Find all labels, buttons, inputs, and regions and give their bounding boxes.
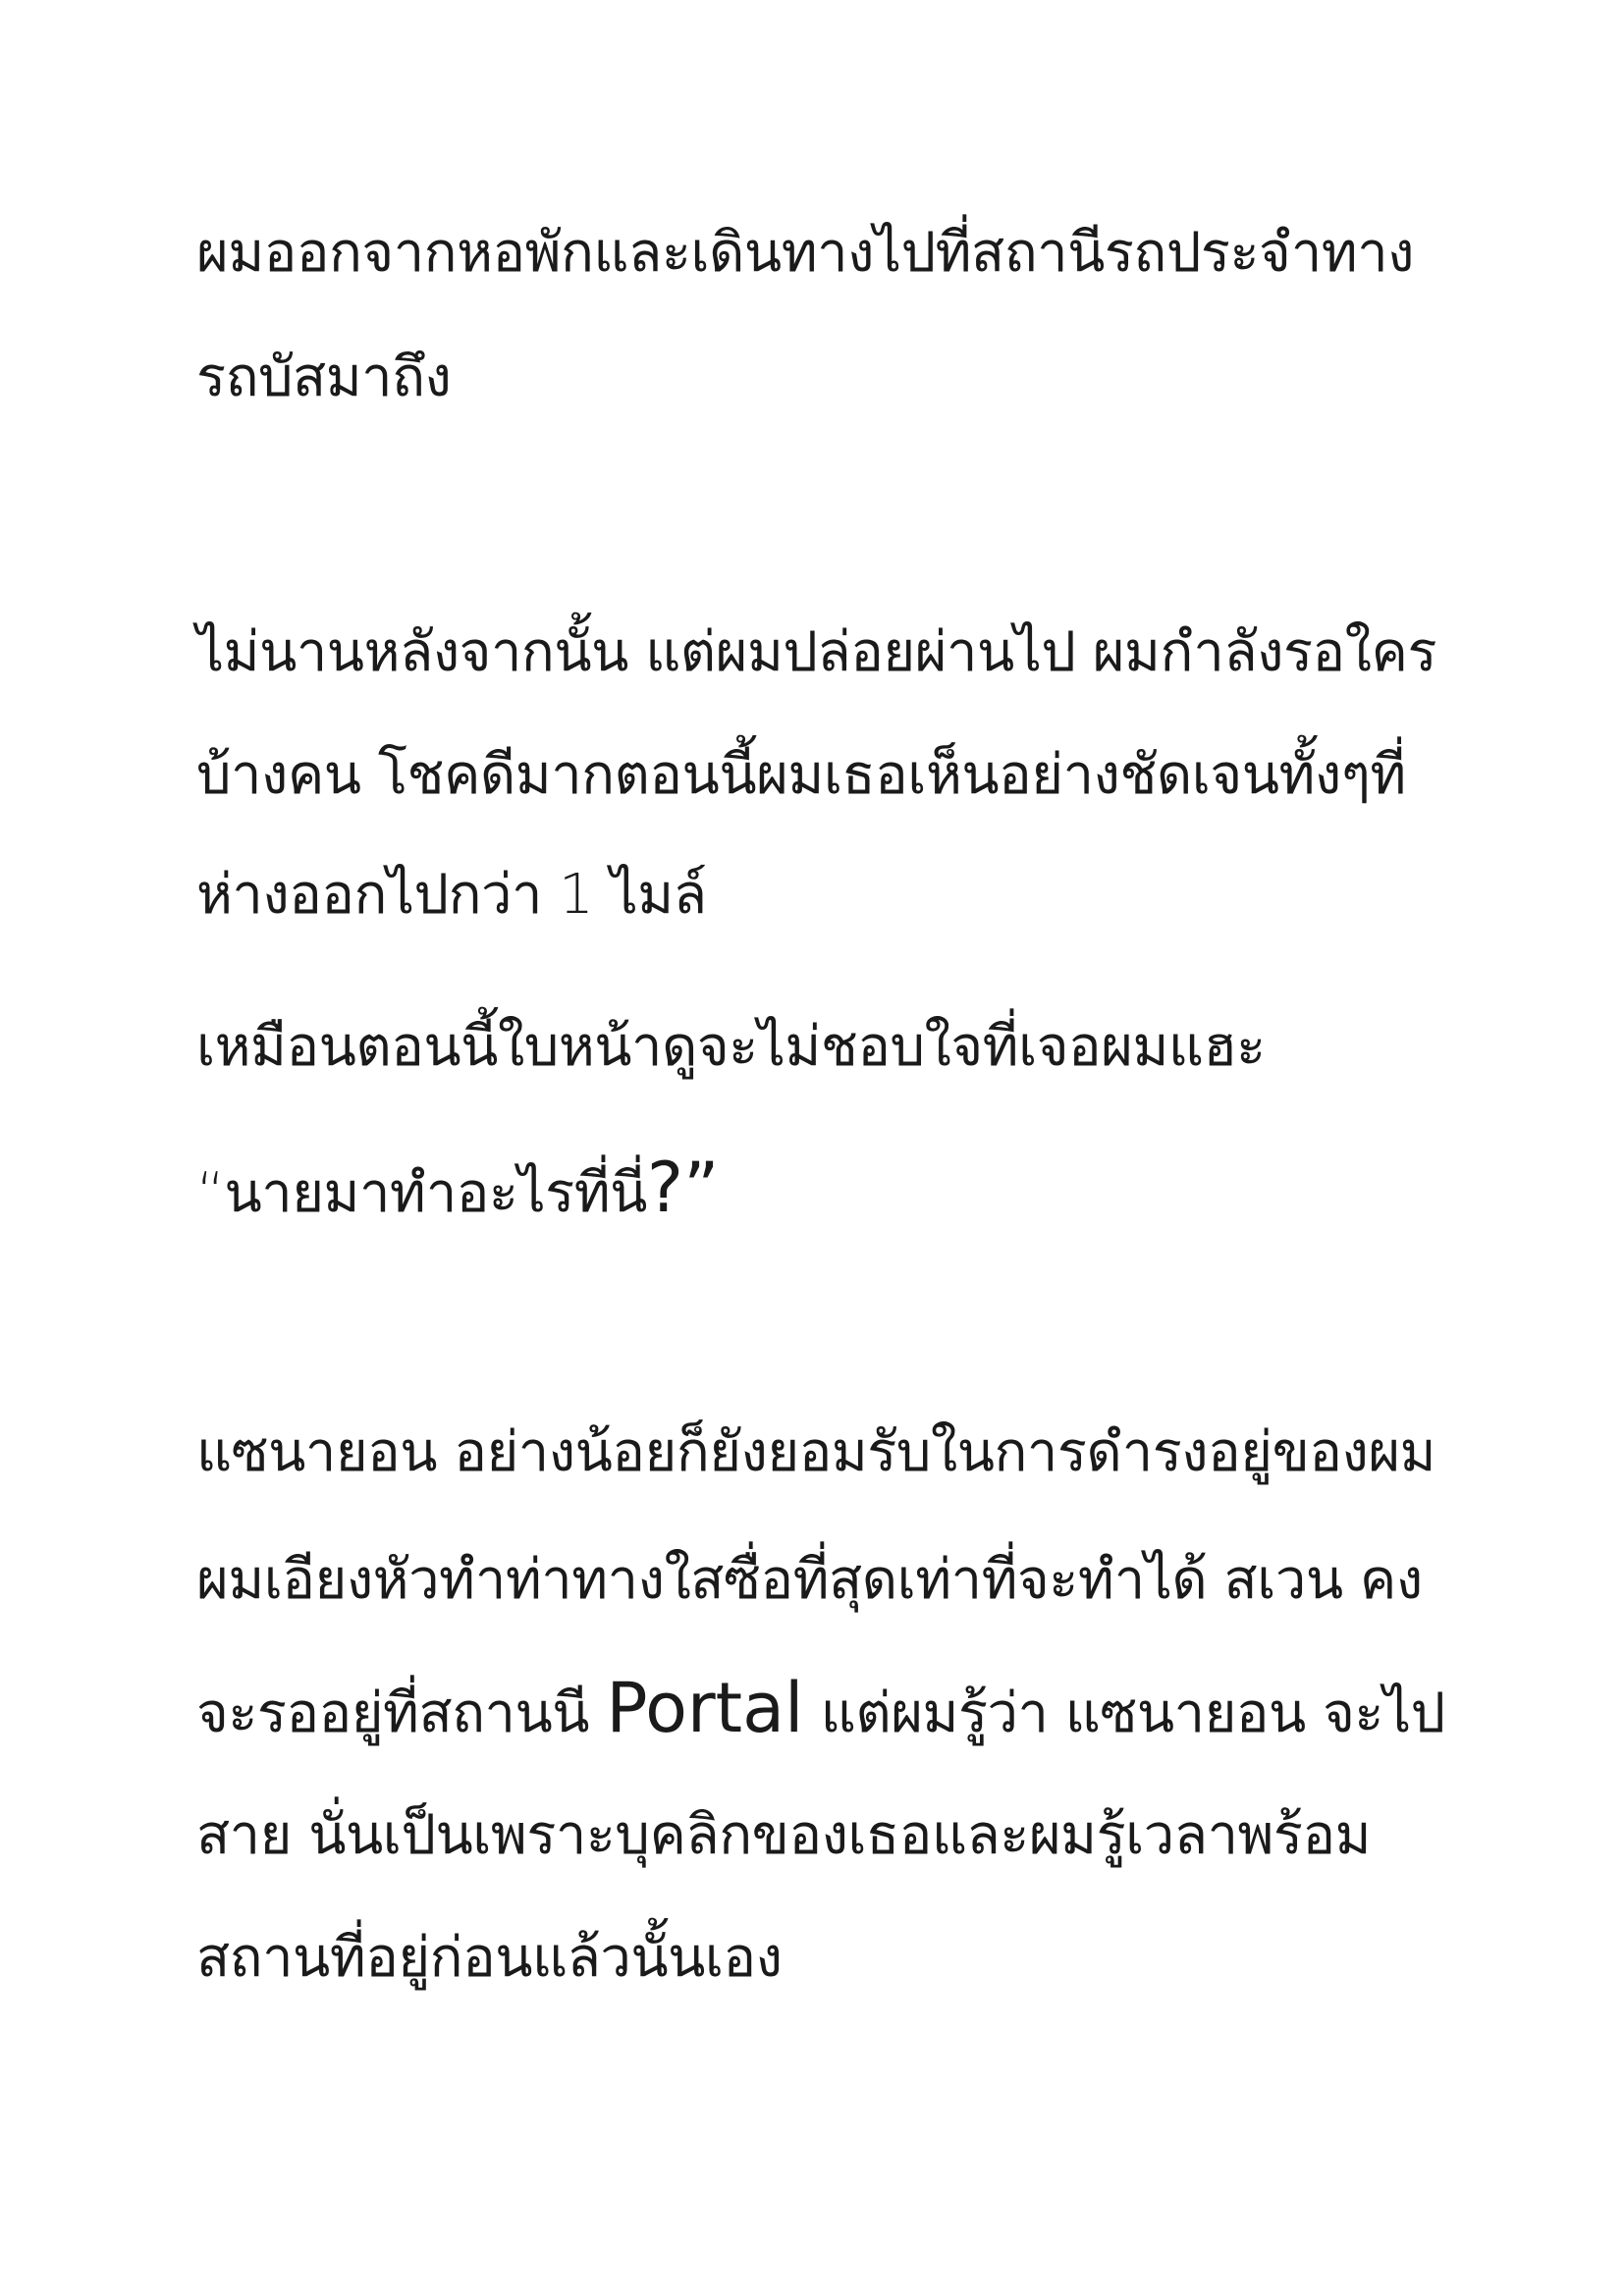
paragraph-3-line-3 (196, 1659, 1477, 1757)
paragraph-3-line-3-end: แต่ผมรู้ว่า แซนายอน จะไป (803, 1682, 1445, 1745)
paragraph-3-line-4: สาย นั่นเป็นเพราะบุคลิกของเธอและผมรู้เวลาพร้อม (196, 1803, 1372, 1867)
paragraph-1-line-1: ผมออกจากหอพักและเดินทางไปที่สถานีรถประจำทาง (196, 221, 1414, 285)
paragraph-2-line-1: ไม่นานหลังจากนั้น แต่ผมปล่อยผ่านไป ผมกำลังรอใคร (196, 620, 1437, 684)
paragraph-1-line-2: รถบัสมาถึง (196, 346, 452, 409)
paragraph-2-line-4: เหมือนตอนนี้ใบหน้าดูจะไม่ชอบใจที่เจอผมแฮะ (196, 1015, 1266, 1079)
paragraph-3-line-3-start: จะรออยู่ที่สถานนี (196, 1682, 607, 1745)
paragraph-3-line-5: สถานที่อยู่ก่อนแล้วนั้นเอง (196, 1926, 783, 1990)
paragraph-2-line-3: ห่างออกไปกว่า 1 ไมล์ (196, 863, 707, 927)
dialogue-text: “นายมาทำอะไรที่นี่ (196, 1161, 647, 1225)
paragraph-2-line-2: บ้างคน โชคดีมากตอนนี้ผมเธอเห็นอย่างชัดเจนทั้งๆที่ (196, 743, 1406, 807)
dialogue-question-mark: ?” (646, 1148, 720, 1228)
portal-word: Portal (606, 1668, 804, 1748)
dialogue-line (196, 1139, 1477, 1237)
paragraph-3-line-1: แซนายอน อย่างน้อยก็ยังยอมรับในการดำรงอยู่ของผม (196, 1420, 1436, 1484)
paragraph-3-line-2: ผมเอียงหัวทำท่าทางใสซื่อที่สุดเท่าที่จะทำได้ สเวน คง (196, 1548, 1423, 1612)
